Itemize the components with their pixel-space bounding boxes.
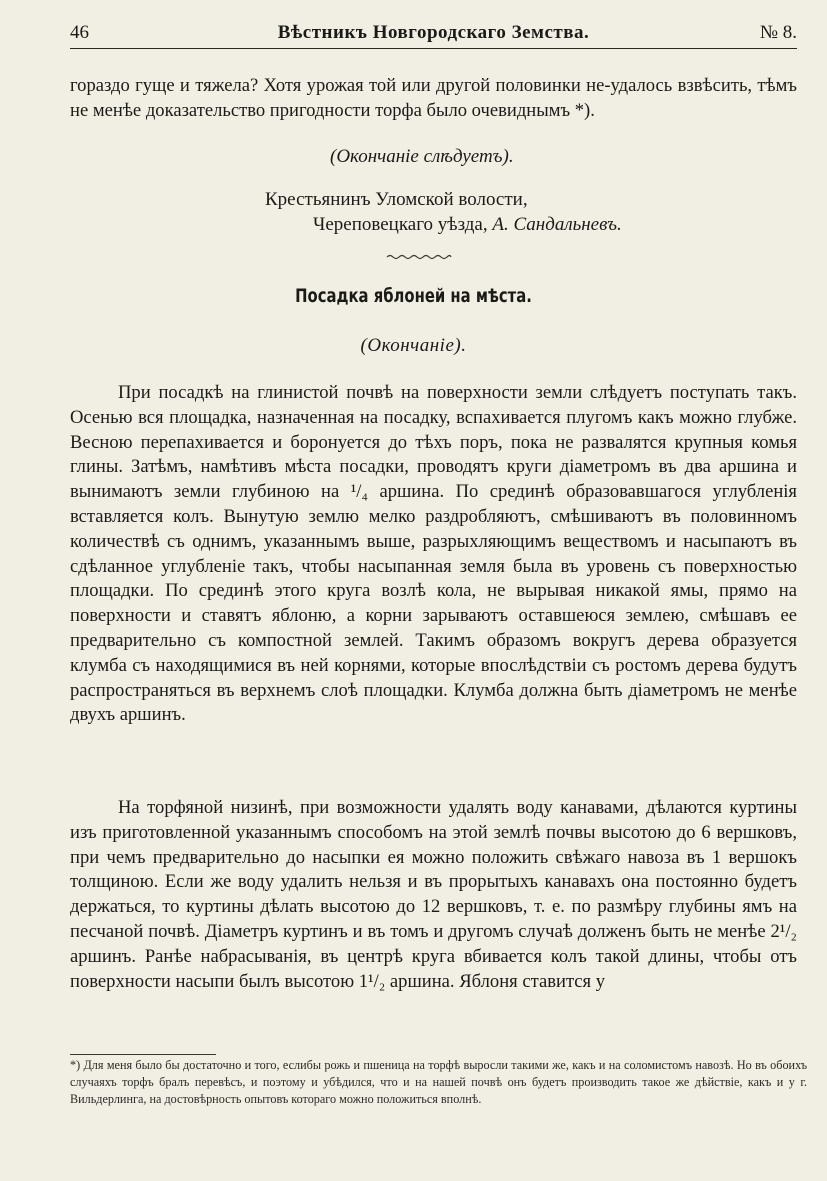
journal-title: Вѣстникъ Новгородскаго Земства. bbox=[277, 22, 590, 43]
footnote-text: *) Для меня было бы достаточно и того, еслибы рожь и пшеница на торфѣ выросли такими же, какъ и на соломистомъ навозѣ. Но въ обоихъ случаяхъ торфъ бралъ перевѣсъ, и поэтому и убѣдился, что и на нашей почвѣ онъ будетъ производить такое же дѣйствіе, какъ и у г. Вильдерлинга, на достовѣрность опытовъ котораго можно положиться вполнѣ. bbox=[70, 1058, 807, 1107]
signature-district: Череповецкаго уѣзда, bbox=[313, 214, 488, 235]
intro-paragraph: гораздо гуще и тяжела? Хотя урожая той или другой половинки не-удалось взвѣсить, тѣмъ не менѣе доказательство пригодности торфа было очевиднымъ *). bbox=[70, 75, 797, 121]
signature-author: А. Сандальневъ. bbox=[492, 214, 622, 235]
article-paragraph-1: При посадкѣ на глинистой почвѣ на поверхности земли слѣдуетъ поступать такъ. Осенью вся площадка, назначенная на посадку, вспахивается плугомъ какъ можно глубже. Весною перепахивается и боронуется до тѣхъ поръ, пока не развалятся крупныя комья глины. Затѣмъ, намѣтивъ мѣста посадки, проводятъ круги діаметромъ въ два аршина и вынимаютъ земли глубиною на ¹/₄ аршина. По срединѣ образовавшагося углубленія вставляется колъ. Вынутую землю мелко раздробляютъ, смѣшиваютъ въ половинномъ количествѣ съ однимъ, указаннымъ выше, разрыхляющимъ веществомъ и насыпаютъ въ сдѣланное углубленіе такъ, чтобы насыпанная земля была въ уровень съ поверхностью площадки. По срединѣ этого круга возлѣ кола, не вырывая никакой ямы, прямо на поверхности и ставятъ яблоню, а корни зарываютъ оставшеюся землею, смѣшавъ ее предварительно съ компостной землей. Такимъ образомъ вокругъ дерева образуется клумба съ находящимися въ ней корнями, которые впослѣдствіи съ ростомъ дерева будутъ распространяться въ верхнемъ слоѣ площадки. Клумба должна быть діаметромъ не менѣе двухъ аршинъ. bbox=[70, 382, 797, 726]
signature-line-1: Крестьянинъ Уломской волости, bbox=[265, 189, 528, 210]
article-title: Посадка яблоней на мѣста. bbox=[295, 285, 532, 307]
running-header bbox=[70, 18, 797, 49]
wavy-divider-icon bbox=[385, 252, 453, 262]
article-paragraph-2: На торфяной низинѣ, при возможности удалять воду канавами, дѣлаются куртины изъ приготовленной указаннымъ способомъ на этой землѣ почвы высотою до 6 вершковъ, при чемъ предварительно до насыпки ея можно положить свѣжаго навоза въ 1 вершокъ толщиною. Если же воду удалить нельзя и въ прорытыхъ канавахъ она постоянно будетъ держаться, то куртины дѣлать высотою до 12 вершковъ, т. е. по размѣру глубины ямъ на песчаной почвѣ. Діаметръ куртинъ и въ томъ и другомъ случаѣ долженъ быть не менѣе 2¹/₂ аршинъ. Ранѣе набрасыванія, въ центрѣ круга вбивается колъ такой длины, чтобы отъ поверхности насыпи былъ высотою 1¹/₂ аршина. Яблоня ставится у bbox=[70, 797, 797, 992]
issue-number: № 8. bbox=[759, 22, 797, 43]
footnote-rule bbox=[70, 1054, 216, 1055]
article-subtitle: (Окончаніе). bbox=[360, 335, 467, 356]
page-number: 46 bbox=[70, 22, 89, 43]
continued-note: (Окончаніе слѣдуетъ). bbox=[330, 146, 514, 167]
signature-line-2 bbox=[313, 214, 622, 236]
